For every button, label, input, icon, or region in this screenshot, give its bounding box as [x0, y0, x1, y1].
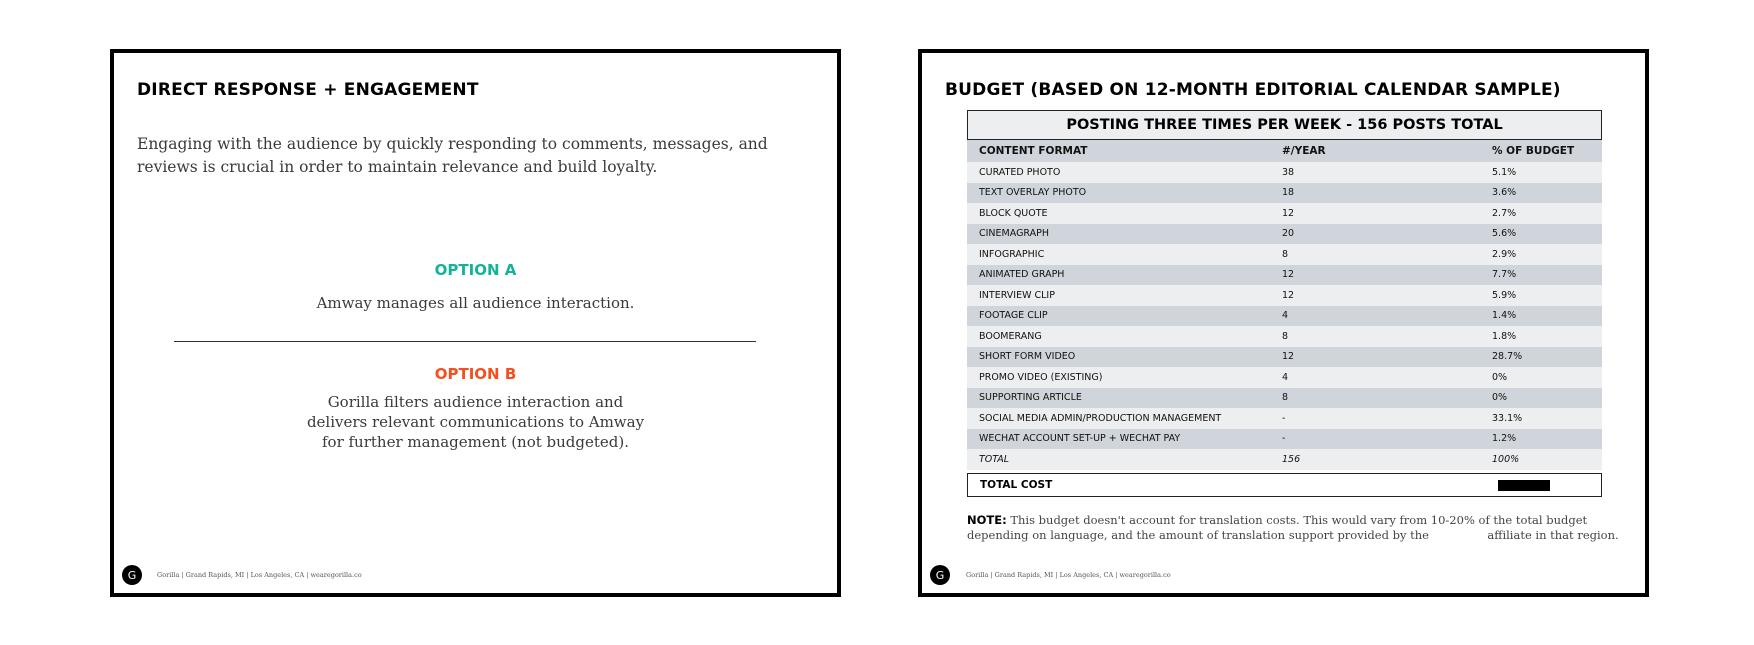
table-row	[967, 265, 1602, 286]
table-cell: TEXT OVERLAY PHOTO	[979, 187, 1087, 199]
column-header: CONTENT FORMAT	[979, 145, 1088, 157]
table-cell: -	[1282, 433, 1286, 445]
table-cell: 33.1%	[1492, 412, 1523, 424]
table-row	[967, 183, 1602, 204]
table-cell: 8	[1282, 392, 1289, 404]
column-header: #/YEAR	[1282, 145, 1326, 157]
table-heading: POSTING THREE TIMES PER WEEK - 156 POSTS TOTAL	[967, 110, 1602, 140]
column-header: % OF BUDGET	[1492, 145, 1575, 157]
slide-title: BUDGET (BASED ON 12-MONTH EDITORIAL CALENDAR SAMPLE)	[945, 80, 1561, 100]
table-cell: 7.7%	[1492, 269, 1517, 281]
table-row	[967, 203, 1602, 224]
table-cell: 12	[1282, 207, 1295, 219]
table-cell: 8	[1282, 248, 1289, 260]
table-cell: SUPPORTING ARTICLE	[979, 392, 1082, 404]
table-cell: 5.6%	[1492, 228, 1517, 240]
table-row	[967, 244, 1602, 265]
table-row	[967, 347, 1602, 368]
slide-budget	[918, 49, 1649, 597]
table-cell: 4	[1282, 371, 1289, 383]
option-b-line: delivers relevant communications to Amway	[306, 413, 645, 431]
table-cell: 5.1%	[1492, 166, 1517, 178]
option-b-line: for further management (not budgeted).	[321, 433, 630, 451]
table-row	[967, 285, 1602, 306]
gorilla-logo-icon: G	[122, 565, 142, 585]
table-row	[967, 162, 1602, 183]
table-row	[967, 408, 1602, 429]
footer-text: Gorilla | Grand Rapids, MI | Los Angeles, CA | wearegorilla.co	[157, 571, 362, 579]
total-cost-row	[967, 473, 1602, 497]
table-row	[967, 224, 1602, 245]
slide-title: DIRECT RESPONSE + ENGAGEMENT	[137, 80, 479, 100]
table-cell: WECHAT ACCOUNT SET-UP + WECHAT PAY	[979, 433, 1181, 445]
note-line	[967, 513, 1607, 528]
gorilla-logo-icon: G	[930, 565, 950, 585]
footer-text: Gorilla | Grand Rapids, MI | Los Angeles, CA | wearegorilla.co	[966, 571, 1171, 579]
table-row	[967, 388, 1602, 409]
table-cell: CINEMAGRAPH	[979, 228, 1050, 240]
option-b-text	[114, 392, 837, 452]
table-cell: 156	[1282, 453, 1301, 465]
table-cell: 0%	[1492, 392, 1508, 404]
table-row	[967, 429, 1602, 450]
table-cell: INFOGRAPHIC	[979, 248, 1045, 260]
divider	[174, 341, 756, 342]
table-cell: 8	[1282, 330, 1289, 342]
table-column-headers	[967, 140, 1602, 162]
table-cell: ANIMATED GRAPH	[979, 269, 1065, 281]
table-cell: 38	[1282, 166, 1295, 178]
option-b-title: OPTION B	[434, 365, 517, 383]
table-cell: 1.4%	[1492, 310, 1517, 322]
intro-paragraph: Engaging with the audience by quickly responding to comments, messages, and reviews is crucial in order to maintain relevance and build loyalty.	[137, 135, 768, 176]
table-cell: 3.6%	[1492, 187, 1517, 199]
slide-footer	[930, 565, 1171, 585]
table-cell: BLOCK QUOTE	[979, 207, 1048, 219]
table-cell: SOCIAL MEDIA ADMIN/PRODUCTION MANAGEMENT	[979, 412, 1222, 424]
option-a-title: OPTION A	[434, 261, 517, 279]
table-cell: 28.7%	[1492, 351, 1523, 363]
table-cell: PROMO VIDEO (EXISTING)	[979, 371, 1103, 383]
table-cell: 5.9%	[1492, 289, 1517, 301]
table-total-row	[967, 449, 1602, 470]
table-cell: 18	[1282, 187, 1295, 199]
slide-footer	[122, 565, 362, 585]
table-cell: INTERVIEW CLIP	[979, 289, 1055, 301]
table-cell: 4	[1282, 310, 1289, 322]
note-text: This budget doesn't account for translation costs. This would vary from 10-20% of the total budget	[1006, 513, 1588, 527]
option-a-text: Amway manages all audience interaction.	[316, 294, 635, 312]
table-cell: -	[1282, 412, 1286, 424]
table-cell: 1.8%	[1492, 330, 1517, 342]
table-row	[967, 306, 1602, 327]
budget-table	[967, 110, 1602, 497]
table-cell: SHORT FORM VIDEO	[979, 351, 1076, 363]
table-cell: 12	[1282, 269, 1295, 281]
table-body	[967, 162, 1602, 449]
table-cell: 12	[1282, 289, 1295, 301]
note-label: NOTE:	[967, 513, 1007, 527]
table-cell: 12	[1282, 351, 1295, 363]
table-cell: 0%	[1492, 371, 1508, 383]
table-cell: 1.2%	[1492, 433, 1517, 445]
table-row	[967, 326, 1602, 347]
note-line: depending on language, and the amount of translation support provided by the affiliate in that region.	[967, 528, 1619, 542]
table-cell: FOOTAGE CLIP	[979, 310, 1048, 322]
table-cell: TOTAL	[979, 453, 1010, 465]
table-cell: 20	[1282, 228, 1295, 240]
table-cell: 2.9%	[1492, 248, 1517, 260]
budget-note	[967, 513, 1619, 543]
table-row	[967, 367, 1602, 388]
table-cell: 100%	[1492, 453, 1520, 465]
option-b-line: Gorilla filters audience interaction and	[327, 393, 624, 411]
table-cell: CURATED PHOTO	[979, 166, 1061, 178]
slide-direct-response	[110, 49, 841, 597]
table-cell: BOOMERANG	[979, 330, 1042, 342]
redacted-amount	[1498, 480, 1550, 491]
total-cost-label: TOTAL COST	[980, 478, 1053, 491]
table-cell: 2.7%	[1492, 207, 1517, 219]
